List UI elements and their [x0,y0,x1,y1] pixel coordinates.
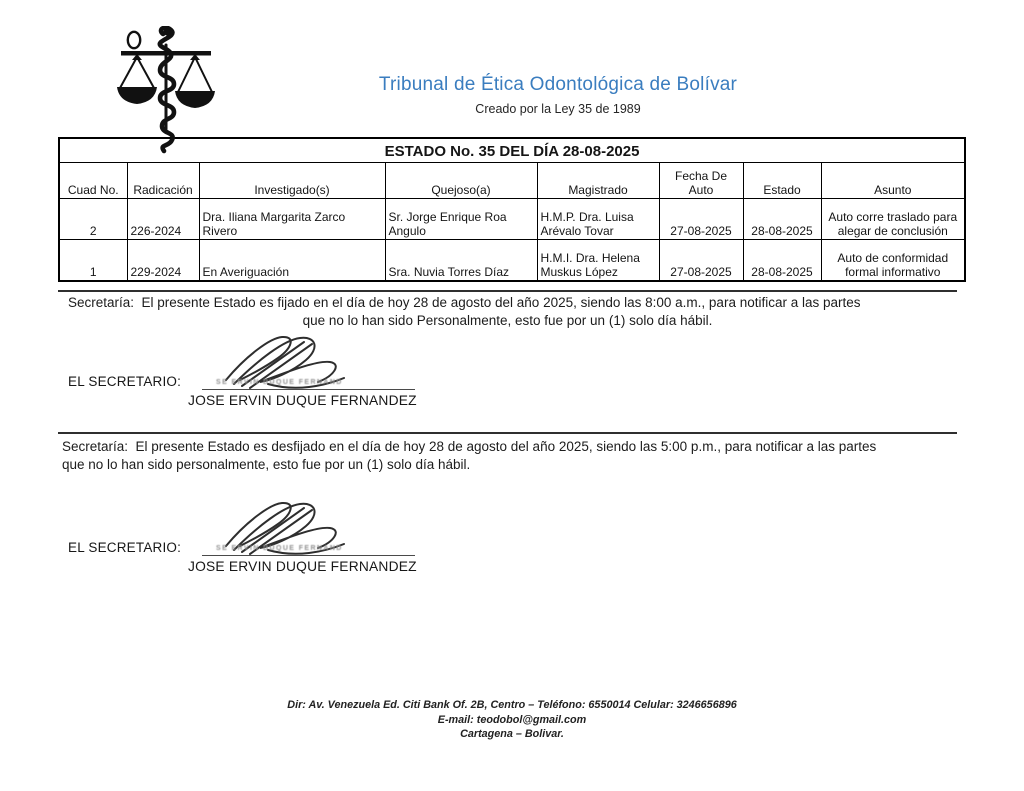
cell-magistrado: H.M.P. Dra. Luisa Arévalo Tovar [537,199,659,240]
cell-fecha-auto: 27-08-2025 [659,240,743,282]
cell-cuad: 2 [59,199,127,240]
cell-asunto: Auto de conformidad formal informativo [821,240,965,282]
signature-line [202,555,415,556]
cell-investigado: Dra. Iliana Margarita Zarco Rivero [199,199,385,240]
desfijacion-text-line2: que no lo han sido personalmente, esto fue por un (1) solo día hábil. [62,457,471,472]
cell-fecha-auto: 27-08-2025 [659,199,743,240]
secretary-label: EL SECRETARIO: [68,374,182,389]
cell-radicacion: 226-2024 [127,199,199,240]
section-divider [58,432,957,434]
signature-stamp-text: SE ERVIN DUQUE FERNAND [216,379,343,386]
fijacion-text-line2: que no lo han sido Personalmente, esto fue por un (1) solo día hábil. [302,313,713,328]
table-header-row [59,163,965,199]
cell-cuad: 1 [59,240,127,282]
col-header-asunto: Asunto [821,163,965,199]
secretary-name: JOSE ERVIN DUQUE FERNANDEZ [188,393,417,408]
col-header-investigado: Investigado(s) [199,163,385,199]
secretary-label: EL SECRETARIO: [68,540,182,555]
section-divider [58,290,957,292]
col-header-cuad: Cuad No. [59,163,127,199]
cell-asunto: Auto corre traslado para alegar de conclusión [821,199,965,240]
col-header-radicacion: Radicación [127,163,199,199]
table-title: ESTADO No. 35 DEL DÍA 28-08-2025 [59,138,965,163]
footer-address: Dir: Av. Venezuela Ed. Citi Bank Of. 2B, Centro – Teléfono: 6550014 Celular: 3246656896 [287,699,737,711]
table-row [59,240,965,282]
cell-investigado: En Averiguación [199,240,385,282]
footer-email: E-mail: teodobol@gmail.com [437,714,587,726]
cell-radicacion: 229-2024 [127,240,199,282]
signature-stamp-text: SE ERVIN DUQUE FERNAND [216,545,343,552]
desfijacion-text-line1: Secretaría: El presente Estado es desfijado en el día de hoy 28 de agosto del año 2025, siendo las 5:00 p.m., para notificar a las partes [62,439,877,454]
estado-table [58,137,966,282]
cell-estado: 28-08-2025 [743,240,821,282]
scales-of-justice-logo-icon [116,26,216,154]
cell-quejoso: Sr. Jorge Enrique Roa Angulo [385,199,537,240]
cell-estado: 28-08-2025 [743,199,821,240]
col-header-quejoso: Quejoso(a) [385,163,537,199]
secretary-name: JOSE ERVIN DUQUE FERNANDEZ [188,559,417,574]
table-row [59,199,965,240]
page-subtitle: Creado por la Ley 35 de 1989 [475,102,641,116]
fijacion-text-line1: Secretaría: El presente Estado es fijado en el día de hoy 28 de agosto del año 2025, siendo las 8:00 a.m., para notificar a las partes [68,295,861,310]
col-header-fecha-auto: Fecha De Auto [659,163,743,199]
page-title: Tribunal de Ética Odontológica de Bolívar [378,74,738,95]
footer-city: Cartagena – Bolivar. [460,728,564,740]
col-header-estado: Estado [743,163,821,199]
signature-line [202,389,415,390]
col-header-magistrado: Magistrado [537,163,659,199]
cell-magistrado: H.M.I. Dra. Helena Muskus López [537,240,659,282]
cell-quejoso: Sra. Nuvia Torres Díaz [385,240,537,282]
header [233,74,883,116]
